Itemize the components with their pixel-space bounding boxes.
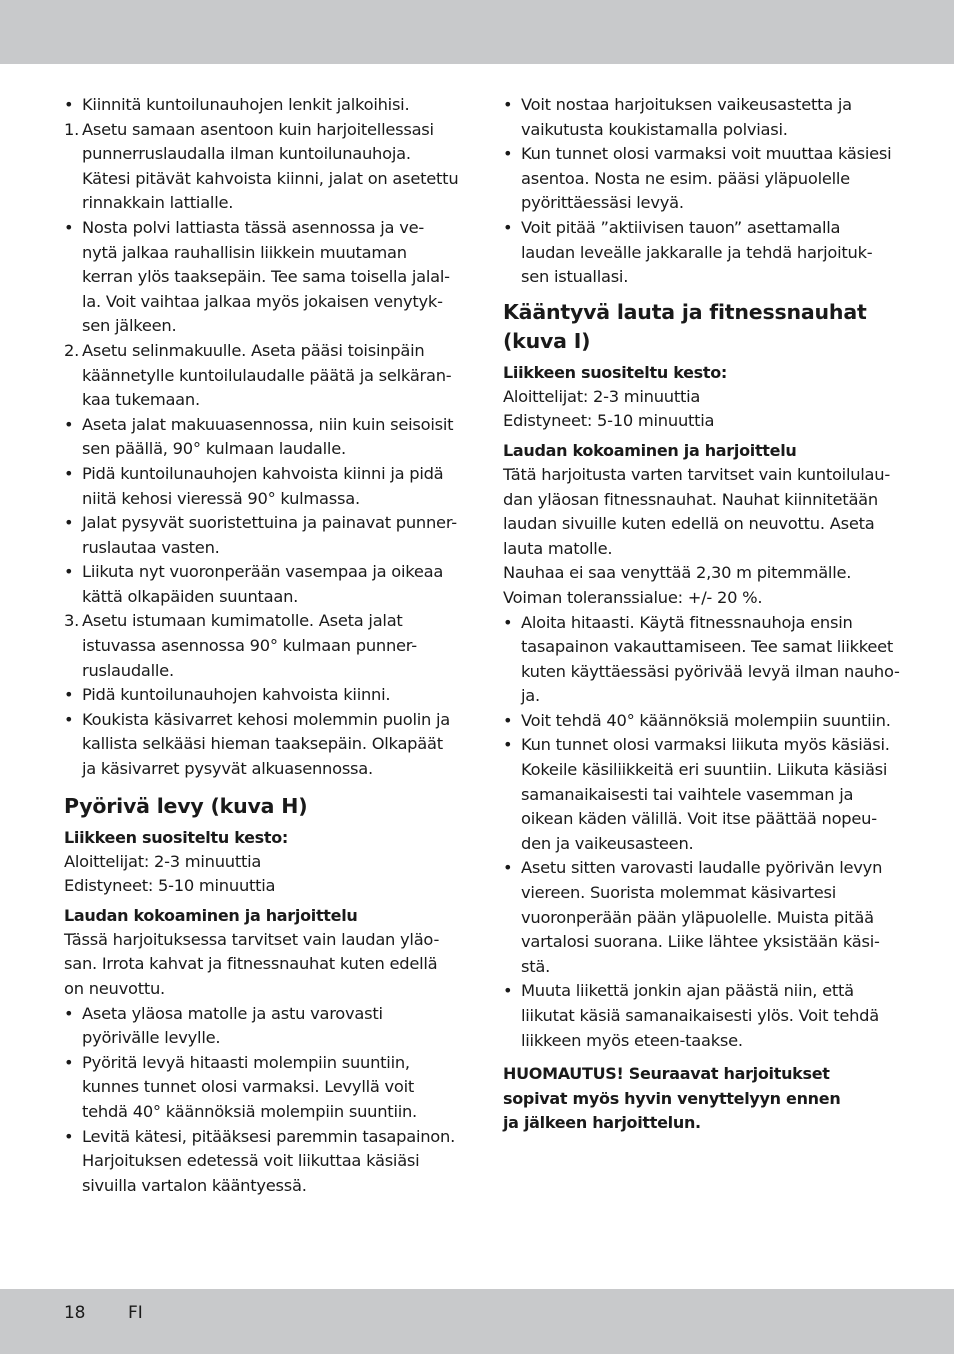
list-item: • Kun tunnet olosi varmaksi liikuta myös käsiäsi. Kokeile käsiliikkeitä eri suuntiin. Liikuta käsiäsi samanaikaisesti tai vaihtele vasemman ja oikean käden välillä. Voit itse päättää nopeu- den ja vaikeusasteen. — [503, 735, 890, 853]
numbered-step-3: 3. Asetu istumaan kumimatolle. Aseta jalat istuvassa asennossa 90° kulmaan punner- ruslaudalle. — [64, 611, 417, 680]
duration-advanced: Edistyneet: 5-10 minuuttia — [503, 411, 715, 431]
list-item: • Voit tehdä 40° käännöksiä molempiin suuntiin. — [503, 710, 891, 730]
list-item: • Asetu sitten varovasti laudalle pyörivän levyn viereen. Suorista molemmat käsivartesi vuoronperään pään yläpuolelle. Muista pitää vartalosi suorana. Liike lähtee yksistään käsi- stä. — [503, 858, 883, 976]
list-item: • Kiinnitä kuntoilunauhojen lenkit jalkoihisi. — [64, 95, 410, 114]
list-item: • Levitä kätesi, pitääksesi paremmin tasapainon. Harjoituksen edetessä voit liikuttaa käsiäsi sivuilla vartalon kääntyessä. — [64, 1126, 456, 1195]
duration-label: Liikkeen suositeltu kesto: — [503, 362, 728, 382]
assembly-label: Laudan kokoaminen ja harjoittelu — [64, 905, 358, 925]
assembly-paragraph: Tätä harjoitusta varten tarvitset vain kuntoilulau- dan yläosan fitnessnauhat. Nauhat kiinnitetään laudan sivuille kuten edellä on neuvottu. Aseta lauta matolle. Nauhaa ei saa venyttää 2,30 m pitemmälle. Voiman toleranssialue: +/- 20 %. — [503, 464, 890, 607]
note-warning: HUOMAUTUS! Seuraavat harjoitukset sopivat myös hyvin venyttelyyn ennen ja jälkeen harjoittelun. — [503, 1064, 841, 1133]
numbered-step-2: 2. Asetu selinmakuulle. Aseta pääsi toisinpäin käännetylle kuntoilulaudalle päätä ja selkäran- kaa tukemaan. — [64, 340, 452, 410]
list-item: • Jalat pysyvät suoristettuina ja painavat punner- ruslautaa vasten. — [64, 513, 457, 557]
list-item: • Muuta liikettä jonkin ajan päästä niin, että liikutat käsiä samanaikaisesti ylös. Voit tehdä liikkeen myös eteen-taakse. — [503, 981, 879, 1050]
duration-beginners: Aloittelijat: 2-3 minuuttia — [64, 851, 262, 871]
language-code: FI — [128, 1303, 143, 1323]
list-item: • Aseta jalat makuuasennossa, niin kuin seisoisit sen päällä, 90° kulmaan laudalle. — [64, 414, 454, 459]
assembly-label: Laudan kokoaminen ja harjoittelu — [503, 440, 797, 460]
list-item: • Aseta yläosa matolle ja astu varovasti pyörivälle levylle. — [64, 1003, 383, 1048]
section-heading-i: Kääntyvä lauta ja fitnessnauhat (kuva I) — [503, 299, 867, 353]
left-column — [64, 93, 464, 1198]
numbered-step-1: 1. Asetu samaan asentoon kuin harjoitellessasi punnerruslaudalla ilman kuntoilunauhoja. Kätesi pitävät kahvoista kiinni, jalat on asetettu rinnakkain lattialle. — [64, 119, 459, 213]
list-item: • Kun tunnet olosi varmaksi voit muuttaa käsiesi asentoa. Nosta ne esim. pääsi yläpuolelle pyörittäessäsi levyä. — [503, 144, 892, 213]
list-item: • Liikuta nyt vuoronperään vasempaa ja oikeaa kättä olkapäiden suuntaan. — [64, 562, 444, 606]
list-item: • Pyöritä levyä hitaasti molempiin suuntiin, kunnes tunnet olosi varmaksi. Levyllä voit tehdä 40° käännöksiä molempiin suuntiin. — [64, 1052, 417, 1121]
page-number: 18 — [64, 1303, 86, 1323]
duration-label: Liikkeen suositeltu kesto: — [64, 827, 289, 847]
list-item: • Nosta polvi lattiasta tässä asennossa ja ve- nytä jalkaa rauhallisin liikkein muutaman kerran ylös taaksepäin. Tee sama toisella jalal- la. Voit vaihtaa jalkaa myös jokaisen venytyk- sen jälkeen. — [64, 217, 450, 336]
section-heading-h: Pyörivä levy (kuva H) — [64, 793, 308, 818]
list-item: • Aloita hitaasti. Käytä fitnessnauhoja ensin tasapainon vakauttamiseen. Tee samat liikkeet kuten käyttäessäsi pyörivää levyä ilman nauho- ja. — [503, 612, 900, 706]
footer-band — [0, 1289, 954, 1354]
duration-beginners: Aloittelijat: 2-3 minuuttia — [503, 386, 701, 406]
list-item: • Voit nostaa harjoituksen vaikeusastetta ja vaikutusta koukistamalla polviasi. — [503, 95, 852, 139]
header-band — [0, 0, 954, 64]
assembly-paragraph: Tässä harjoituksessa tarvitset vain laudan yläo- san. Irrota kahvat ja fitnessnauhat kuten edellä on neuvottu. — [64, 929, 440, 998]
list-item: • Pidä kuntoilunauhojen kahvoista kiinni ja pidä niitä kehosi vieressä 90° kulmassa. — [64, 463, 444, 508]
list-item: • Voit pitää ”aktiivisen tauon” asettamalla laudan leveälle jakkaralle ja tehdä harjoituk- sen istuallasi. — [503, 217, 873, 287]
duration-advanced: Edistyneet: 5-10 minuuttia — [64, 876, 276, 896]
list-item: • Pidä kuntoilunauhojen kahvoista kiinni. — [64, 685, 391, 705]
list-item: • Koukista käsivarret kehosi molemmin puolin ja kallista selkääsi hieman taaksepäin. Olkapäät ja käsivarret pysyvät alkuasennossa. — [64, 709, 451, 779]
right-column — [503, 93, 903, 1136]
